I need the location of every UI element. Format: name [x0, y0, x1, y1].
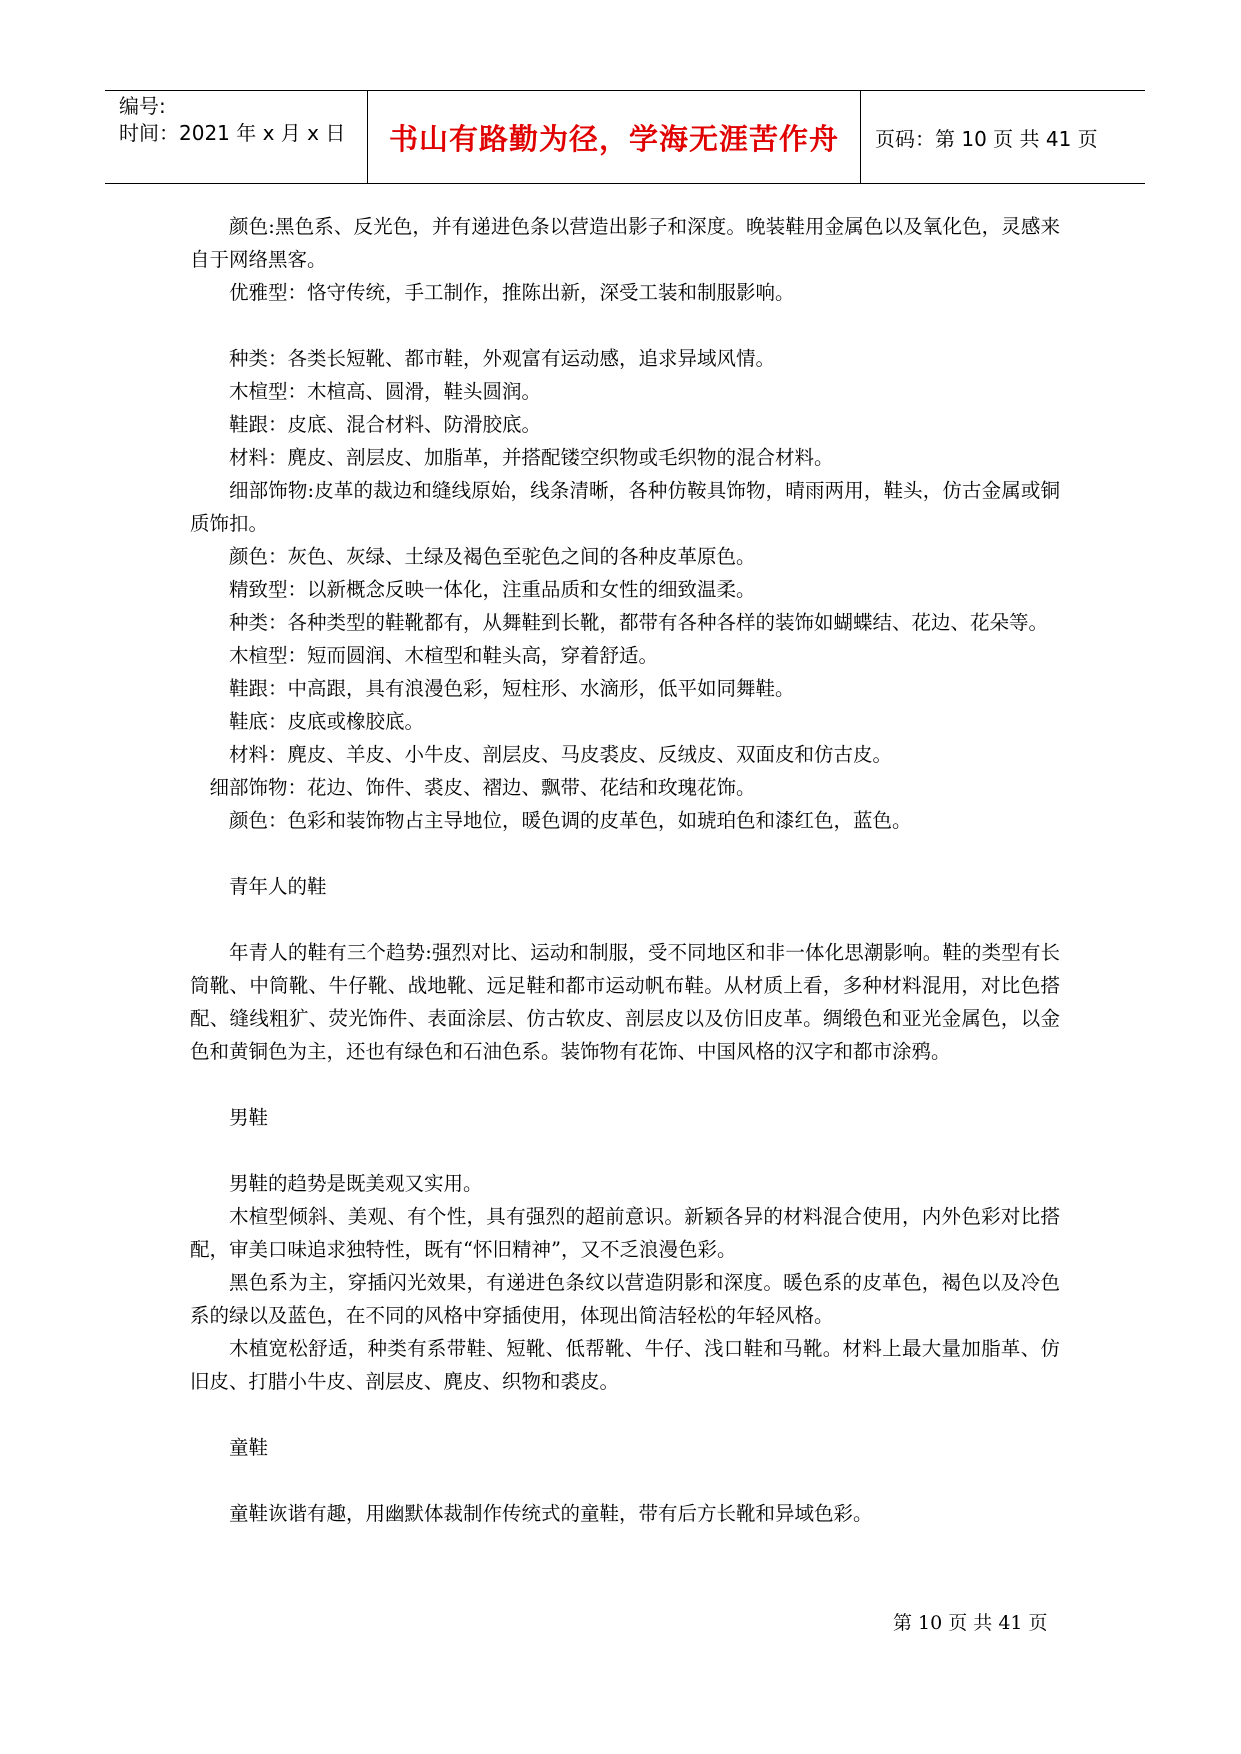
page-footer-number: 第 10 页 共 41 页 [893, 1612, 1048, 1634]
paragraph: 细部饰物:皮革的裁边和缝线原始，线条清晰，各种仿鞍具饰物，晴雨两用，鞋头，仿古金属或铜质饰扣。 [190, 479, 1060, 535]
paragraph: 颜色:黑色系、反光色，并有递进色条以营造出影子和深度。晚装鞋用金属色以及氧化色，灵感来自于网络黑客。 [190, 215, 1060, 271]
document-number-label: 编号: [119, 94, 166, 118]
section-heading-youth-shoes: 青年人的鞋 [229, 875, 327, 898]
paragraph: 种类：各类长短靴、都市鞋，外观富有运动感，追求异域风情。 [229, 347, 776, 370]
section-heading-men-shoes: 男鞋 [229, 1106, 269, 1129]
paragraph: 木楦型：短而圆润、木楦型和鞋头高，穿着舒适。 [229, 644, 659, 667]
paragraph: 木楦型倾斜、美观、有个性，具有强烈的超前意识。新颖各异的材料混合使用，内外色彩对比搭配，审美口味追求独特性，既有“怀旧精神”，又不乏浪漫色彩。 [190, 1205, 1060, 1261]
paragraph: 精致型：以新概念反映一体化，注重品质和女性的细致温柔。 [229, 578, 756, 601]
paragraph: 材料：麂皮、羊皮、小牛皮、剖层皮、马皮裘皮、反绒皮、双面皮和仿古皮。 [229, 743, 893, 766]
header-motto: 书山有路勤为径，学海无涯苦作舟 [367, 91, 861, 183]
paragraph: 童鞋诙谐有趣，用幽默体裁制作传统式的童鞋，带有后方长靴和异域色彩。 [229, 1502, 873, 1525]
paragraph: 鞋底：皮底或橡胶底。 [229, 710, 425, 733]
paragraph: 颜色：灰色、灰绿、土绿及褐色至驼色之间的各种皮革原色。 [229, 545, 756, 568]
paragraph: 细部饰物：花边、饰件、裘皮、褶边、飘带、花结和玫瑰花饰。 [209, 776, 756, 799]
header-left-cell [105, 91, 367, 183]
paragraph: 优雅型：恪守传统，手工制作，推陈出新，深受工装和制服影响。 [229, 281, 795, 304]
document-body [190, 210, 1060, 1530]
header-page-info: 页码：第 10 页 共 41 页 [875, 126, 1098, 151]
paragraph: 鞋跟：皮底、混合材料、防滑胶底。 [229, 413, 542, 436]
paragraph: 鞋跟：中高跟，具有浪漫色彩，短柱形、水滴形，低平如同舞鞋。 [229, 677, 795, 700]
document-time-label: 时间：2021 年 x 月 x 日 [119, 121, 346, 145]
paragraph: 黑色系为主，穿插闪光效果，有递进色条纹以营造阴影和深度。暖色系的皮革色，褐色以及冷色系的绿以及蓝色，在不同的风格中穿插使用，体现出简洁轻松的年轻风格。 [190, 1271, 1060, 1327]
page-header [105, 90, 1145, 184]
paragraph: 颜色：色彩和装饰物占主导地位，暖色调的皮革色，如琥珀色和漆红色，蓝色。 [229, 809, 912, 832]
section-heading-kids-shoes: 童鞋 [229, 1436, 269, 1459]
paragraph: 男鞋的趋势是既美观又实用。 [229, 1172, 483, 1195]
paragraph: 种类：各种类型的鞋靴都有，从舞鞋到长靴，都带有各种各样的装饰如蝴蝶结、花边、花朵等。 [229, 611, 1049, 634]
paragraph: 材料：麂皮、剖层皮、加脂革，并搭配镂空织物或毛织物的混合材料。 [229, 446, 834, 469]
paragraph: 木楦型：木楦高、圆滑，鞋头圆润。 [229, 380, 542, 403]
paragraph: 木植宽松舒适，种类有系带鞋、短靴、低帮靴、牛仔、浅口鞋和马靴。材料上最大量加脂革、仿旧皮、打腊小牛皮、剖层皮、麂皮、织物和裘皮。 [190, 1337, 1060, 1393]
paragraph: 年青人的鞋有三个趋势:强烈对比、运动和制服，受不同地区和非一体化思潮影响。鞋的类型有长筒靴、中筒靴、牛仔靴、战地靴、远足鞋和都市运动帆布鞋。从材质上看，多种材料混用，对比色搭配、缝线粗犷、荧光饰件、表面涂层、仿古软皮、剖层皮以及仿旧皮革。绸缎色和亚光金属色，以金色和黄铜色为主，还也有绿色和石油色系。装饰物有花饰、中国风格的汉字和都市涂鸦。 [190, 941, 1060, 1063]
